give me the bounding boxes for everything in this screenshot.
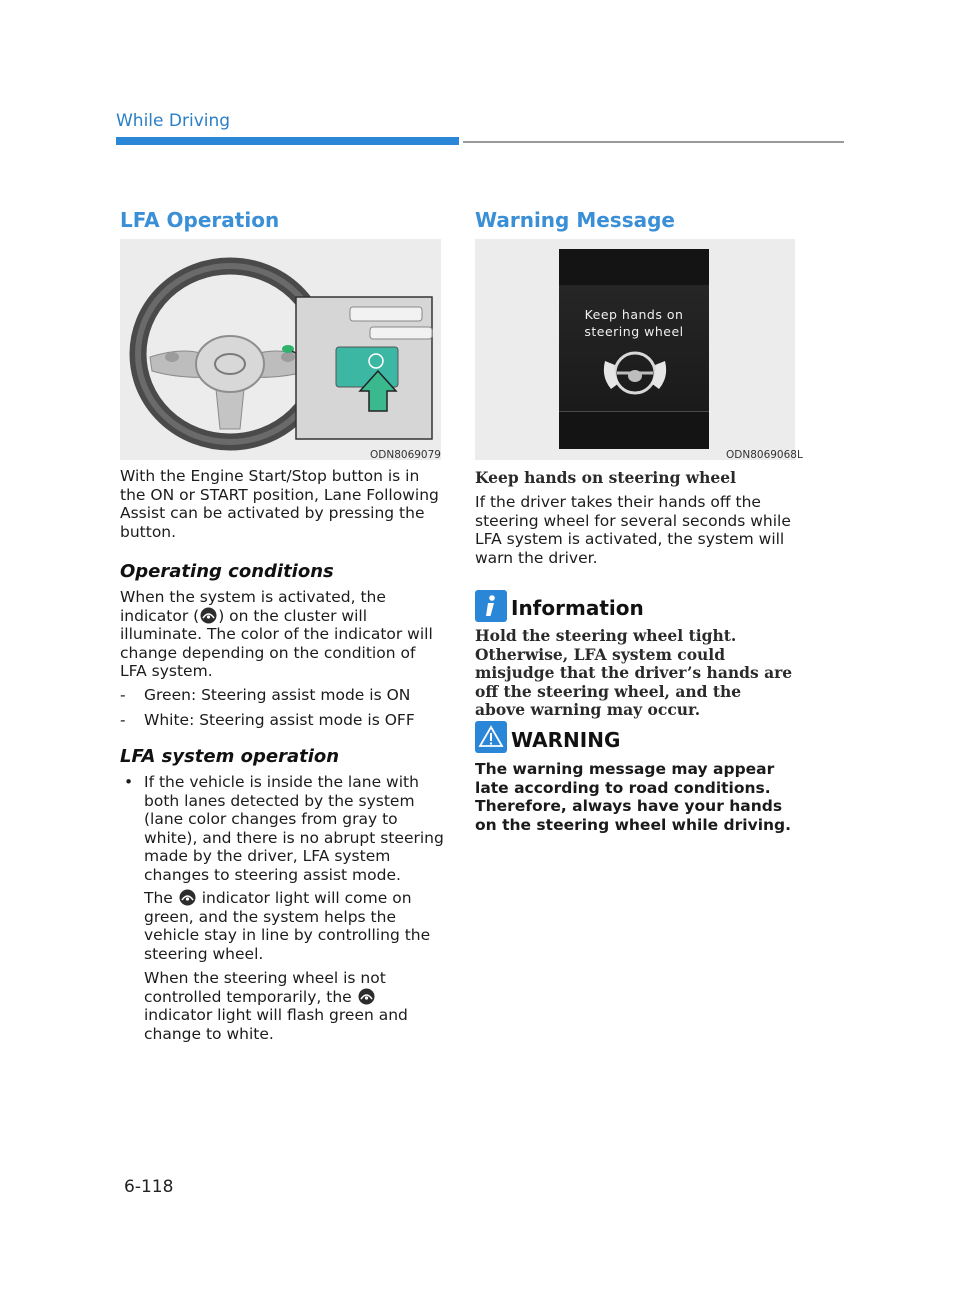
bullet-text: If the vehicle is inside the lane with both lanes detected by the system (lane color changes from gray to white), and there is no abrupt steering made by the driver, LFA system changes to steering assist mode. bbox=[144, 773, 444, 884]
bullet-marker: • bbox=[124, 773, 134, 791]
operating-conditions-heading: Operating conditions bbox=[120, 561, 334, 582]
caption-keep-hands: Keep hands on steering wheel bbox=[475, 468, 737, 487]
information-text: Hold the steering wheel tight. Otherwise, LFA system could misjudge that the driver’s hands are off the steering wheel, and the above warning may occur. bbox=[475, 626, 793, 719]
operating-conditions-paragraph bbox=[120, 588, 446, 681]
warning-triangle-glyph bbox=[475, 721, 507, 753]
lfa-indicator-icon bbox=[179, 889, 196, 906]
info-icon-glyph bbox=[475, 590, 507, 622]
figure-code-left: ODN8069079 bbox=[370, 449, 441, 461]
p3-after: indicator light will flash green and change to white. bbox=[144, 1006, 408, 1043]
information-title: Information bbox=[511, 596, 644, 620]
list-marker: - bbox=[120, 686, 126, 704]
warning-icon bbox=[475, 721, 507, 753]
steering-wheel-figure bbox=[120, 239, 441, 460]
p2-before: The bbox=[144, 889, 173, 907]
page-number: 6-118 bbox=[124, 1177, 174, 1197]
p2-after: indicator light will come on green, and the system helps the vehicle stay in line by controlling the steering wheel. bbox=[144, 889, 431, 963]
warning-message-heading: Warning Message bbox=[475, 208, 675, 232]
indicator-flash-paragraph bbox=[144, 969, 444, 1043]
lfa-indicator-icon bbox=[358, 988, 375, 1005]
cluster-screen bbox=[559, 249, 709, 449]
lfa-operation-heading: LFA Operation bbox=[120, 208, 280, 232]
steering-wheel-illustration bbox=[120, 239, 441, 460]
hands-on-wheel-icon bbox=[597, 347, 673, 399]
warning-title: WARNING bbox=[511, 728, 621, 752]
operating-text-before: When the system is activated, the indicator ( bbox=[120, 588, 386, 625]
operating-text-after: ) on the cluster will illuminate. The color of the indicator will change depending on the condition of LFA system. bbox=[120, 606, 433, 680]
lfa-intro-paragraph: With the Engine Start/Stop button is in the ON or START position, Lane Following Assist can be activated by pressing the button. bbox=[120, 467, 439, 541]
info-icon bbox=[475, 590, 507, 622]
lfa-indicator-icon bbox=[200, 607, 217, 624]
cluster-divider-bottom bbox=[559, 411, 709, 412]
cluster-display-figure bbox=[475, 239, 795, 460]
figure-code-right: ODN8069068L bbox=[726, 449, 803, 461]
list-marker: - bbox=[120, 711, 126, 729]
cluster-warning-text: Keep hands on steering wheel bbox=[584, 307, 684, 339]
p3-before: When the steering wheel is not controlled temporarily, the bbox=[144, 969, 386, 1006]
section-label: While Driving bbox=[116, 111, 231, 131]
warning-text: The warning message may appear late according to road conditions. Therefore, always have your hands on the steering wheel while driving. bbox=[475, 760, 792, 834]
header-rule bbox=[463, 141, 844, 143]
lfa-system-operation-heading: LFA system operation bbox=[120, 746, 340, 767]
list-item-text: White: Steering assist mode is OFF bbox=[144, 711, 415, 729]
header-accent-bar bbox=[116, 137, 459, 145]
indicator-green-paragraph bbox=[144, 889, 444, 963]
warning-body-paragraph: If the driver takes their hands off the steering wheel for several seconds while LFA system is activated, the system will warn the driver. bbox=[475, 493, 791, 567]
bullet-item bbox=[120, 773, 446, 884]
list-item-text: Green: Steering assist mode is ON bbox=[144, 686, 411, 704]
